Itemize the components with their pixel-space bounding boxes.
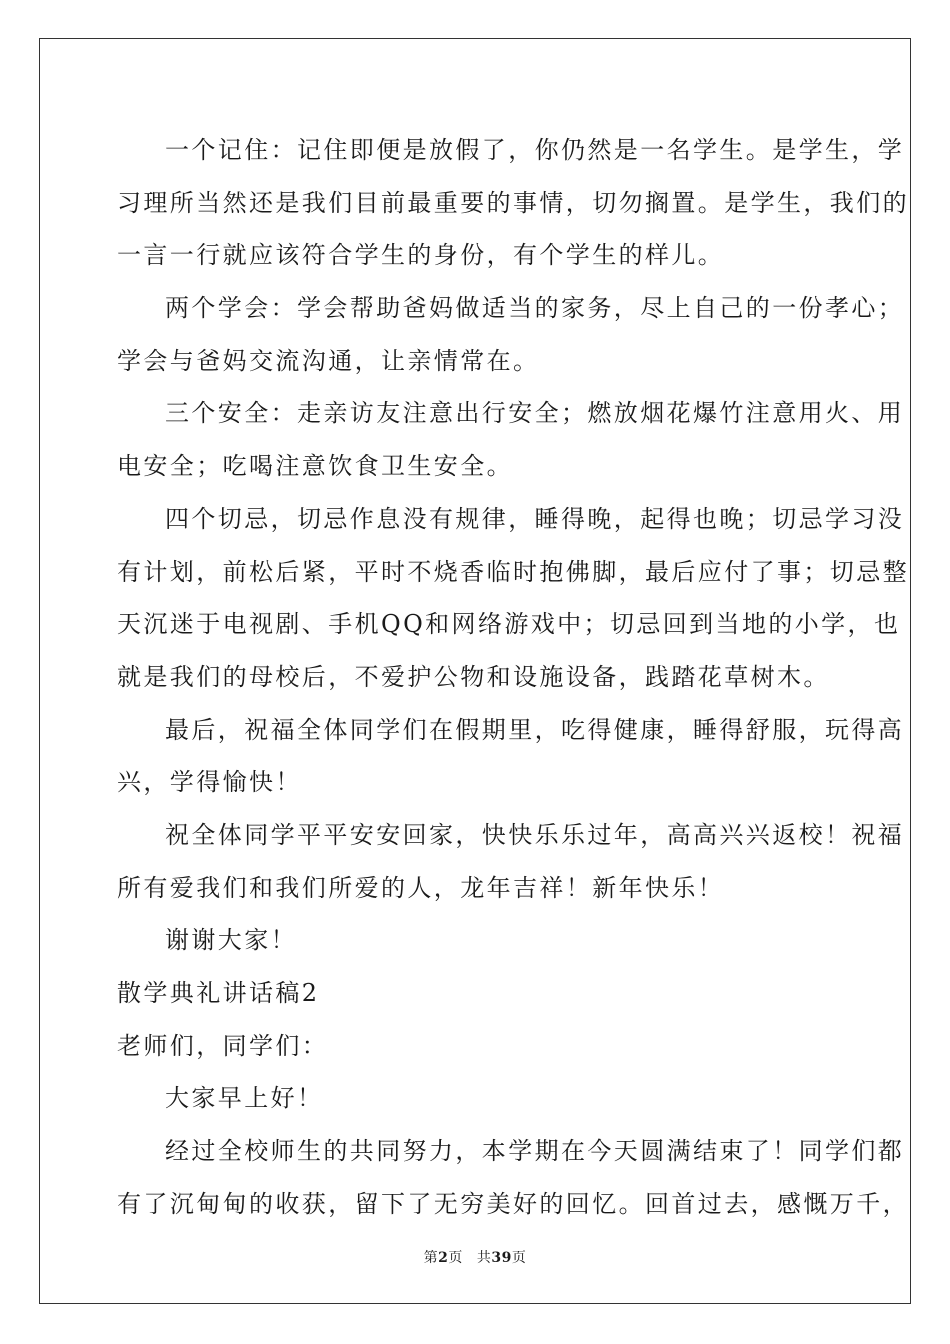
- text-line: 谢谢大家！: [165, 926, 297, 955]
- text-line: 经过全校师生的共同努力，本学期在今天圆满结束了！同学们都: [165, 1137, 905, 1166]
- text-line: 一言一行就应该符合学生的身份，有个学生的样儿。: [117, 241, 725, 270]
- total-pages-number: 39: [491, 1250, 512, 1266]
- salutation: 老师们，同学们：: [117, 1031, 329, 1060]
- text-line: 三个安全：走亲访友注意出行安全；燃放烟花爆竹注意用火、用: [165, 399, 905, 428]
- page-footer: [0, 1247, 950, 1267]
- text-line: 祝全体同学平平安安回家，快快乐乐过年，高高兴兴返校！祝福: [165, 820, 905, 849]
- page-suffix: 页: [448, 1250, 463, 1266]
- text-line: 最后，祝福全体同学们在假期里，吃得健康，睡得舒服，玩得高: [165, 715, 905, 744]
- section-heading: 散学典礼讲话稿2: [117, 979, 320, 1007]
- text-line: 大家早上好！: [165, 1084, 324, 1113]
- total-suffix: 页: [511, 1250, 527, 1266]
- text-line: 有了沉甸甸的收获，留下了无穷美好的回忆。回首过去，感慨万千，: [117, 1189, 909, 1218]
- text-line: 就是我们的母校后，不爱护公物和设施设备，践踏花草树木。: [117, 662, 830, 691]
- text-line: 习理所当然还是我们目前最重要的事情，切勿搁置。是学生，我们的: [117, 188, 909, 217]
- total-prefix: 共: [476, 1250, 492, 1266]
- text-line: 一个记住：记住即便是放假了，你仍然是一名学生。是学生，学: [165, 136, 905, 164]
- text-line: 两个学会：学会帮助爸妈做适当的家务，尽上自己的一份孝心；: [165, 294, 905, 323]
- text-line: 兴，学得愉快！: [117, 768, 302, 797]
- text-line: 天沉迷于电视剧、手机QQ和网络游戏中；切忌回到当地的小学，也: [117, 610, 901, 639]
- text-line: 有计划，前松后紧，平时不烧香临时抱佛脚，最后应付了事；切忌整: [117, 557, 909, 586]
- document-body: [117, 124, 909, 1230]
- text-line: 四个切忌，切忌作息没有规律，睡得晚，起得也晚；切忌学习没: [165, 504, 905, 533]
- text-line: 电安全；吃喝注意饮食卫生安全。: [117, 452, 513, 481]
- text-line: 所有爱我们和我们所爱的人，龙年吉祥！新年快乐！: [117, 873, 725, 902]
- text-line: 学会与爸妈交流沟通，让亲情常在。: [117, 346, 540, 375]
- page-prefix: 第: [423, 1250, 439, 1266]
- current-page-number: 2: [438, 1250, 449, 1266]
